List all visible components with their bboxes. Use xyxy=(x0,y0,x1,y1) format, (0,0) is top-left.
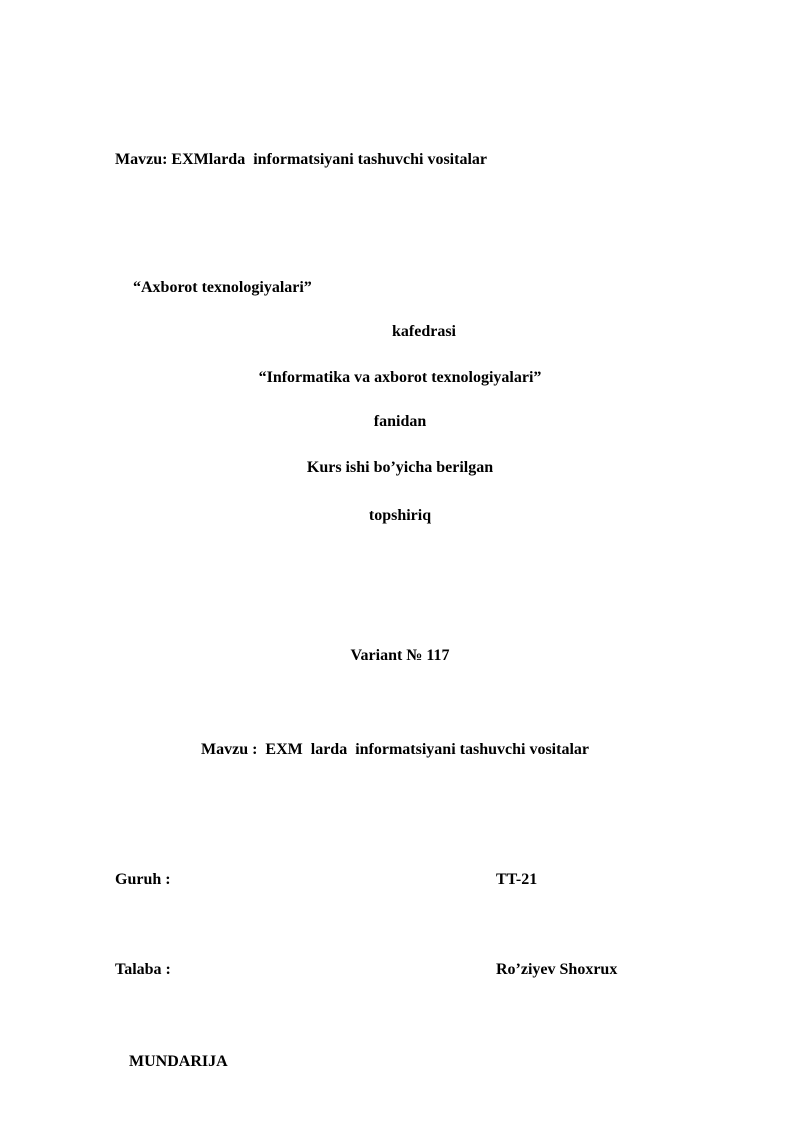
subject-name: “Informatika va axborot texnologiyalari” xyxy=(258,369,542,386)
department-name: “Axborot texnologiyalari” xyxy=(133,279,312,296)
subject-word: fanidan xyxy=(373,413,427,430)
group-label: Guruh : xyxy=(115,871,171,888)
group-value: TT-21 xyxy=(496,871,538,888)
assignment-line-2: topshiriq xyxy=(368,507,432,524)
variant-number: Variant № 117 xyxy=(350,647,450,664)
student-label: Talaba : xyxy=(115,961,171,978)
header-topic: Mavzu: EXMlarda informatsiyani tashuvchi vositalar xyxy=(115,151,487,168)
student-value: Ro’ziyev Shoxrux xyxy=(496,961,618,978)
department-word: kafedrasi xyxy=(392,323,456,340)
contents-heading: MUNDARIJA xyxy=(129,1053,228,1070)
topic-line: Mavzu : EXM larda informatsiyani tashuvchi vositalar xyxy=(201,741,589,758)
assignment-line-1: Kurs ishi bo’yicha berilgan xyxy=(306,459,494,476)
